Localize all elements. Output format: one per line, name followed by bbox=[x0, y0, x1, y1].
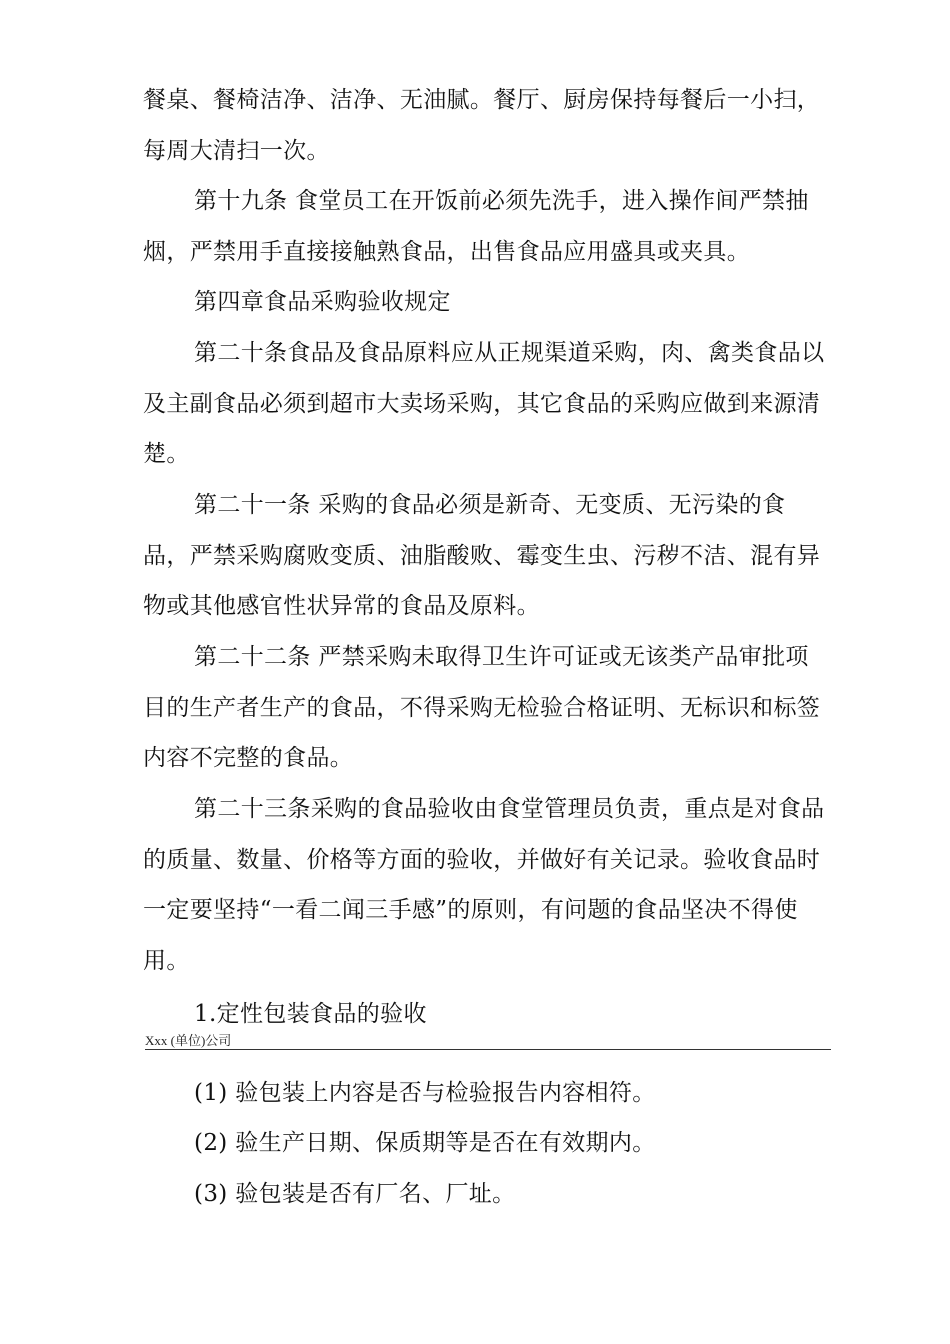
paragraph-line: 餐桌、餐椅洁净、洁净、无油腻。餐厅、厨房保持每餐后一小扫， bbox=[143, 87, 821, 113]
footer-divider bbox=[145, 1049, 831, 1050]
paragraph-line: 每周大清扫一次。 bbox=[143, 138, 330, 164]
paragraph-line: 物或其他感官性状异常的食品及原料。 bbox=[143, 593, 540, 619]
paragraph-line: 烟，严禁用手直接接触熟食品，出售食品应用盛具或夹具。 bbox=[143, 239, 751, 265]
list-item: (2) 验生产日期、保质期等是否在有效期内。 bbox=[194, 1130, 656, 1156]
list-item: (1) 验包装上内容是否与检验报告内容相符。 bbox=[194, 1080, 656, 1106]
paragraph-line: 目的生产者生产的食品，不得采购无检验合格证明、无标识和标签 bbox=[143, 695, 821, 721]
paragraph-line: 用。 bbox=[143, 948, 190, 974]
section-heading: 1.定性包装食品的验收 bbox=[194, 1001, 427, 1027]
paragraph-line: 内容不完整的食品。 bbox=[143, 745, 354, 771]
list-item: (3) 验包装是否有厂名、厂址。 bbox=[194, 1181, 516, 1207]
paragraph-line: 楚。 bbox=[143, 441, 190, 467]
paragraph-line: 一定要坚持“一看二闻三手感”的原则，有问题的食品坚决不得使 bbox=[143, 897, 798, 923]
company-footer: Xxx (单位)公司 bbox=[145, 1033, 232, 1048]
paragraph-line: 品，严禁采购腐败变质、油脂酸败、霉变生虫、污秽不洁、混有异 bbox=[143, 543, 821, 569]
article-23-line: 第二十三条采购的食品验收由食堂管理员负责，重点是对食品 bbox=[194, 796, 825, 822]
paragraph-line: 的质量、数量、价格等方面的验收，并做好有关记录。验收食品时 bbox=[143, 847, 821, 873]
article-22-line: 第二十二条 严禁采购未取得卫生许可证或无该类产品审批项 bbox=[194, 644, 809, 670]
chapter-heading: 第四章食品采购验收规定 bbox=[194, 289, 451, 315]
paragraph-line: 及主副食品必须到超市大卖场采购，其它食品的采购应做到来源清 bbox=[143, 391, 821, 417]
article-21-line: 第二十一条 采购的食品必须是新奇、无变质、无污染的食 bbox=[194, 492, 786, 518]
article-20-line: 第二十条食品及食品原料应从正规渠道采购，肉、禽类食品以 bbox=[194, 340, 825, 366]
article-19-line: 第十九条 食堂员工在开饭前必须先洗手，进入操作间严禁抽 bbox=[194, 188, 809, 214]
